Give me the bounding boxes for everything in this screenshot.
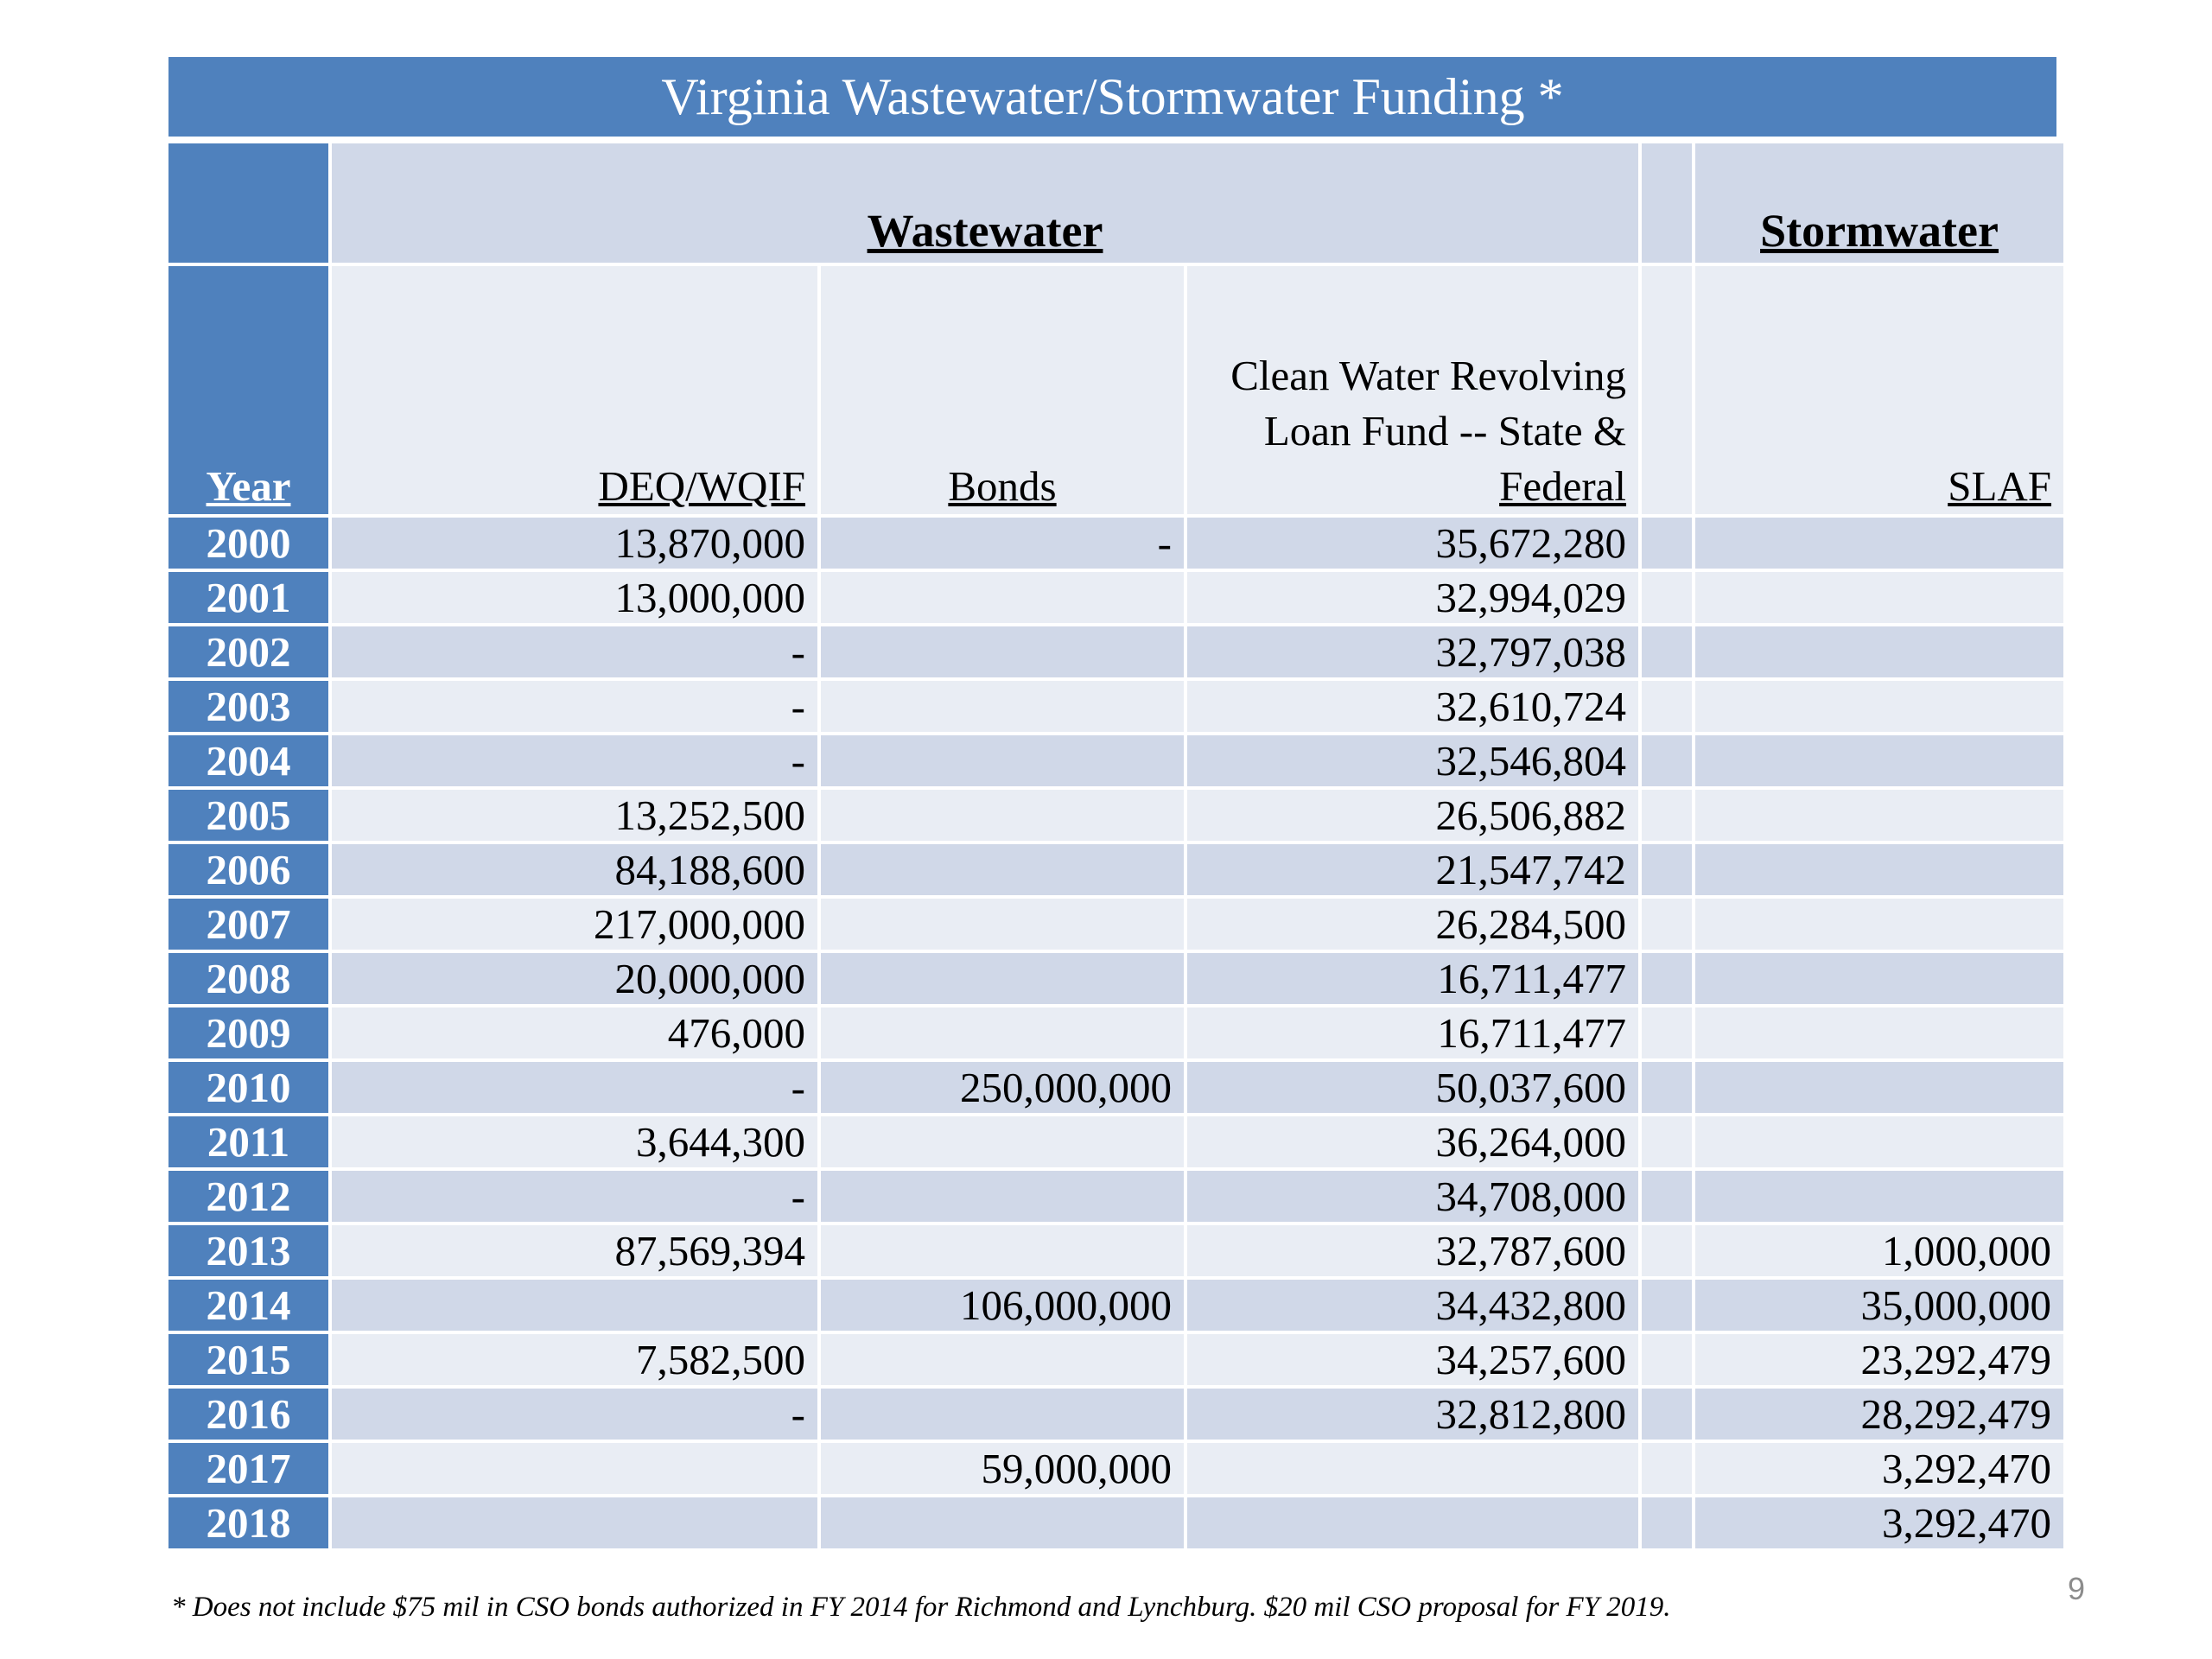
year-group-blank (168, 143, 328, 263)
deq-cell: - (332, 1171, 817, 1222)
year-cell: 2003 (168, 681, 328, 732)
deq-column-header (332, 266, 817, 514)
cwrlf-cell (1187, 1497, 1638, 1548)
cwrlf-cell: 32,546,804 (1187, 735, 1638, 786)
cwrlf-cell: 21,547,742 (1187, 844, 1638, 895)
gap-cell (1642, 844, 1692, 895)
table-row (168, 1497, 2063, 1548)
gap-cell (1642, 899, 1692, 950)
slaf-cell: 23,292,479 (1695, 1334, 2063, 1385)
slaf-cell (1695, 1171, 2063, 1222)
gap-cell (1642, 1334, 1692, 1385)
table-row (168, 1116, 2063, 1167)
bonds-cell (821, 626, 1184, 677)
funding-table (165, 140, 2067, 1552)
year-cell: 2005 (168, 790, 328, 841)
table-title: Virginia Wastewater/Stormwater Funding * (168, 57, 2056, 137)
slaf-cell (1695, 518, 2063, 569)
bonds-cell (821, 572, 1184, 623)
year-cell: 2016 (168, 1389, 328, 1440)
stormwater-group-header: Stormwater (1695, 143, 2063, 263)
deq-cell: 84,188,600 (332, 844, 817, 895)
deq-cell: 20,000,000 (332, 953, 817, 1004)
gap-column-header (1642, 266, 1692, 514)
bonds-cell: 250,000,000 (821, 1062, 1184, 1113)
cwrlf-cell (1187, 1443, 1638, 1494)
table-row (168, 626, 2063, 677)
slaf-cell (1695, 899, 2063, 950)
gap-cell (1642, 681, 1692, 732)
bonds-cell (821, 1389, 1184, 1440)
table-row (168, 1334, 2063, 1385)
slaf-cell (1695, 790, 2063, 841)
year-cell: 2006 (168, 844, 328, 895)
table-row (168, 844, 2063, 895)
cwrlf-cell: 34,257,600 (1187, 1334, 1638, 1385)
wastewater-group-header: Wastewater (332, 143, 1638, 263)
cwrlf-cell: 32,610,724 (1187, 681, 1638, 732)
table-row (168, 681, 2063, 732)
cwrlf-cell: 26,506,882 (1187, 790, 1638, 841)
year-cell: 2011 (168, 1116, 328, 1167)
slaf-cell: 3,292,470 (1695, 1443, 2063, 1494)
year-cell: 2017 (168, 1443, 328, 1494)
slaf-header-label: SLAF (1948, 462, 2052, 510)
deq-cell: 13,252,500 (332, 790, 817, 841)
gap-cell (1642, 1007, 1692, 1058)
cwrlf-cell: 34,432,800 (1187, 1280, 1638, 1331)
table-row (168, 1443, 2063, 1494)
slaf-cell (1695, 1062, 2063, 1113)
slaf-column-header (1695, 266, 2063, 514)
bonds-cell (821, 735, 1184, 786)
deq-cell: 476,000 (332, 1007, 817, 1058)
gap-cell (1642, 953, 1692, 1004)
year-cell: 2008 (168, 953, 328, 1004)
cwrlf-header-line1: Clean Water Revolving (1230, 352, 1627, 399)
table-row (168, 1171, 2063, 1222)
year-cell: 2007 (168, 899, 328, 950)
year-cell: 2002 (168, 626, 328, 677)
gap-cell (1642, 1225, 1692, 1276)
table-row (168, 735, 2063, 786)
table-row (168, 899, 2063, 950)
cwrlf-cell: 16,711,477 (1187, 1007, 1638, 1058)
cwrlf-cell: 16,711,477 (1187, 953, 1638, 1004)
gap-cell (1642, 1497, 1692, 1548)
cwrlf-cell: 32,797,038 (1187, 626, 1638, 677)
slaf-cell (1695, 844, 2063, 895)
cwrlf-cell: 36,264,000 (1187, 1116, 1638, 1167)
bonds-cell (821, 953, 1184, 1004)
deq-cell: - (332, 681, 817, 732)
table-row (168, 1225, 2063, 1276)
year-cell: 2009 (168, 1007, 328, 1058)
deq-cell: 87,569,394 (332, 1225, 817, 1276)
cwrlf-header-line2: Loan Fund -- State & (1263, 407, 1627, 454)
gap-cell (1642, 1062, 1692, 1113)
cwrlf-cell: 34,708,000 (1187, 1171, 1638, 1222)
year-cell: 2015 (168, 1334, 328, 1385)
cwrlf-cell: 32,787,600 (1187, 1225, 1638, 1276)
footnote: * Does not include $75 mil in CSO bonds authorized in FY 2014 for Richmond and Lynchburg. $20 mil CSO proposal for FY 2019. (171, 1592, 1671, 1623)
year-cell: 2001 (168, 572, 328, 623)
table-row (168, 790, 2063, 841)
table-row (168, 572, 2063, 623)
slaf-cell (1695, 735, 2063, 786)
slaf-cell (1695, 626, 2063, 677)
deq-cell: 13,000,000 (332, 572, 817, 623)
table-row (168, 1007, 2063, 1058)
year-cell: 2014 (168, 1280, 328, 1331)
gap-cell (1642, 518, 1692, 569)
slaf-cell: 35,000,000 (1695, 1280, 2063, 1331)
slaf-cell (1695, 572, 2063, 623)
bonds-cell (821, 1116, 1184, 1167)
bonds-cell (821, 1225, 1184, 1276)
cwrlf-cell: 32,812,800 (1187, 1389, 1638, 1440)
cwrlf-cell: 50,037,600 (1187, 1062, 1638, 1113)
cwrlf-header-line3: Federal (1499, 462, 1627, 510)
bonds-cell: 59,000,000 (821, 1443, 1184, 1494)
year-cell: 2018 (168, 1497, 328, 1548)
cwrlf-cell: 35,672,280 (1187, 518, 1638, 569)
slaf-cell (1695, 681, 2063, 732)
table-row (168, 1280, 2063, 1331)
bonds-cell (821, 1007, 1184, 1058)
year-cell: 2004 (168, 735, 328, 786)
year-cell: 2000 (168, 518, 328, 569)
cwrlf-cell: 32,994,029 (1187, 572, 1638, 623)
year-column-header: Year (168, 266, 328, 514)
deq-cell: 217,000,000 (332, 899, 817, 950)
gap-cell (1642, 626, 1692, 677)
deq-cell: - (332, 1389, 817, 1440)
deq-cell (332, 1497, 817, 1548)
table-row (168, 1062, 2063, 1113)
gap-cell (1642, 790, 1692, 841)
slaf-cell: 3,292,470 (1695, 1497, 2063, 1548)
gap-cell (1642, 1389, 1692, 1440)
year-cell: 2010 (168, 1062, 328, 1113)
bonds-cell: 106,000,000 (821, 1280, 1184, 1331)
cwrlf-column-header (1187, 266, 1638, 514)
slaf-cell (1695, 953, 2063, 1004)
slaf-cell: 1,000,000 (1695, 1225, 2063, 1276)
deq-header-label: DEQ/WQIF (598, 462, 805, 510)
slaf-cell (1695, 1116, 2063, 1167)
gap-cell (1642, 1443, 1692, 1494)
slaf-cell: 28,292,479 (1695, 1389, 2063, 1440)
bonds-cell (821, 1334, 1184, 1385)
deq-cell: - (332, 1062, 817, 1113)
bonds-column-header (821, 266, 1184, 514)
gap-cell (1642, 1116, 1692, 1167)
gap-cell (1642, 572, 1692, 623)
bonds-cell (821, 790, 1184, 841)
page-number: 9 (2068, 1571, 2086, 1606)
gap-cell (1642, 735, 1692, 786)
bonds-cell (821, 1497, 1184, 1548)
deq-cell (332, 1280, 817, 1331)
column-header-row (168, 266, 2063, 514)
bonds-cell (821, 1171, 1184, 1222)
group-gap-cell (1642, 143, 1692, 263)
gap-cell (1642, 1280, 1692, 1331)
bonds-cell: - (821, 518, 1184, 569)
deq-cell: - (332, 626, 817, 677)
table-row (168, 518, 2063, 569)
deq-cell: 7,582,500 (332, 1334, 817, 1385)
group-header-row (168, 143, 2063, 263)
deq-cell: 13,870,000 (332, 518, 817, 569)
bonds-cell (821, 844, 1184, 895)
deq-cell: - (332, 735, 817, 786)
slaf-cell (1695, 1007, 2063, 1058)
bonds-cell (821, 681, 1184, 732)
bonds-cell (821, 899, 1184, 950)
deq-cell (332, 1443, 817, 1494)
year-cell: 2012 (168, 1171, 328, 1222)
bonds-header-label: Bonds (948, 462, 1057, 510)
table-row (168, 1389, 2063, 1440)
year-cell: 2013 (168, 1225, 328, 1276)
table-row (168, 953, 2063, 1004)
gap-cell (1642, 1171, 1692, 1222)
deq-cell: 3,644,300 (332, 1116, 817, 1167)
cwrlf-cell: 26,284,500 (1187, 899, 1638, 950)
